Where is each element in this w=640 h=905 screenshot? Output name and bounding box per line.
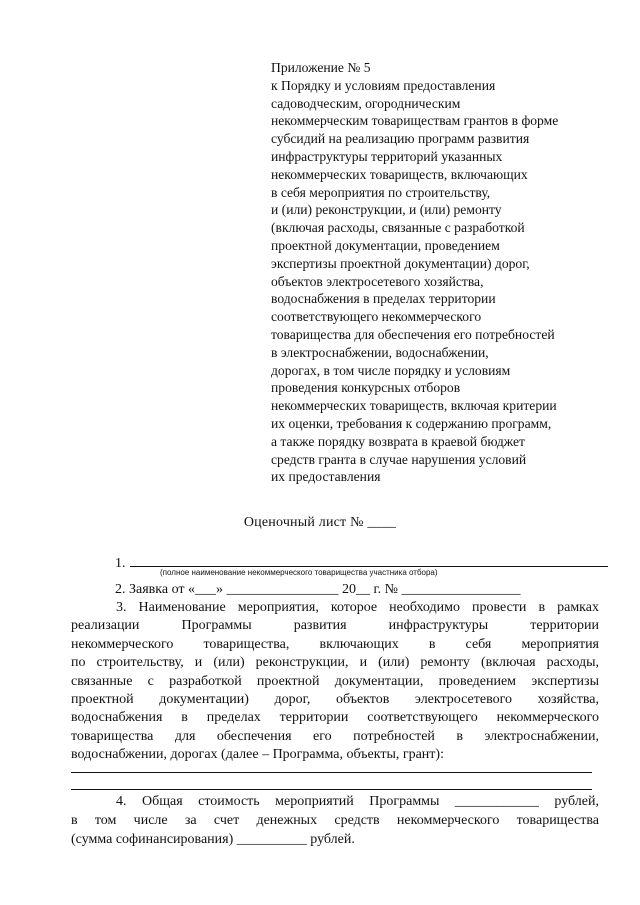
- item-3-line: по строительству, и (или) реконструкции, и (или) ремонту (включая расходы,: [71, 655, 599, 671]
- appendix-line: субсидий на реализацию программ развития: [271, 131, 530, 147]
- item-3-line: связанные с разработкой проектной документации, проведением экспертизы: [71, 673, 599, 689]
- item-3-line: 3. Наименование мероприятия, которое необходимо провести в рамках: [116, 600, 599, 615]
- appendix-line: проведения конкурсных отборов: [271, 380, 461, 396]
- fill-in-line: [71, 772, 592, 773]
- appendix-line: проектной документации, проведением: [271, 237, 500, 253]
- form-title: Оценочный лист № ____: [243, 515, 397, 530]
- fill-in-line: [71, 789, 592, 790]
- item-3-line: некоммерческого товарищества, включающих в себя мероприятия: [71, 636, 599, 652]
- item-4-line: в том числе за счет денежных средств некоммерческого товарищества: [71, 813, 599, 829]
- appendix-line: к Порядку и условиям предоставления: [271, 77, 496, 93]
- appendix-line: дорогах, в том числе порядку и условиям: [271, 362, 511, 378]
- item-3-line: товарищества для обеспечения его потребностей в электроснабжении,: [71, 728, 599, 744]
- organization-name-line: [130, 552, 608, 567]
- appendix-line: в электроснабжении, водоснабжении,: [271, 344, 489, 360]
- appendix-line: некоммерческих товариществ, включающих: [271, 166, 528, 182]
- organization-name-hint: (полное наименование некоммерческого товарищества участника отбора): [160, 568, 438, 577]
- item-2-application: 2. Заявка от «___» ________________ 20__ г. № _________________: [115, 582, 521, 597]
- item-3-line: водоснабжения в пределах территории соответствующего некоммерческого: [71, 710, 599, 726]
- appendix-line: а также порядку возврата в краевой бюджет: [271, 433, 525, 449]
- appendix-line: некоммерческих товариществ, включая критерии: [271, 398, 557, 414]
- item-3-line: реализации Программы развития инфраструктуры территории: [71, 618, 599, 634]
- item-3-line: проектной документации) дорог, объектов электросетевого хозяйства,: [71, 692, 599, 708]
- appendix-line: в себя мероприятия по строительству,: [271, 184, 491, 200]
- appendix-line: соответствующего некоммерческого: [271, 309, 482, 325]
- appendix-title: Приложение № 5: [271, 60, 371, 75]
- item-1-number: 1.: [115, 556, 126, 571]
- item-3-measure-name: [71, 599, 599, 765]
- appendix-line: некоммерческим товариществам грантов в форме: [271, 113, 559, 129]
- appendix-line: водоснабжения в пределах территории: [271, 291, 496, 307]
- appendix-line: объектов электросетевого хозяйства,: [271, 273, 484, 289]
- item-3-line: водоснабжении, дорогах (далее – Программа, объекты, грант):: [71, 747, 444, 763]
- appendix-line: средств гранта в случае нарушения условий: [271, 451, 527, 467]
- appendix-line: их предоставления: [271, 469, 381, 485]
- appendix-line: товарищества для обеспечения его потребностей: [271, 326, 555, 342]
- appendix-header: [271, 59, 611, 486]
- appendix-line: садоводческим, огородническим: [271, 95, 461, 111]
- appendix-line: их оценки, требования к содержанию программ,: [271, 415, 552, 431]
- appendix-line: инфраструктуры территорий указанных: [271, 148, 503, 164]
- item-4-total-cost: [71, 792, 599, 850]
- item-4-line: 4. Общая стоимость мероприятий Программы ____________ рублей,: [116, 794, 599, 809]
- appendix-line: (включая расходы, связанные с разработкой: [271, 220, 525, 236]
- appendix-line: экспертизы проектной документации) дорог,: [271, 255, 530, 271]
- item-4-line: (сумма софинансирования) __________ рублей.: [71, 832, 355, 848]
- appendix-line: и (или) реконструкции, и (или) ремонту: [271, 202, 502, 218]
